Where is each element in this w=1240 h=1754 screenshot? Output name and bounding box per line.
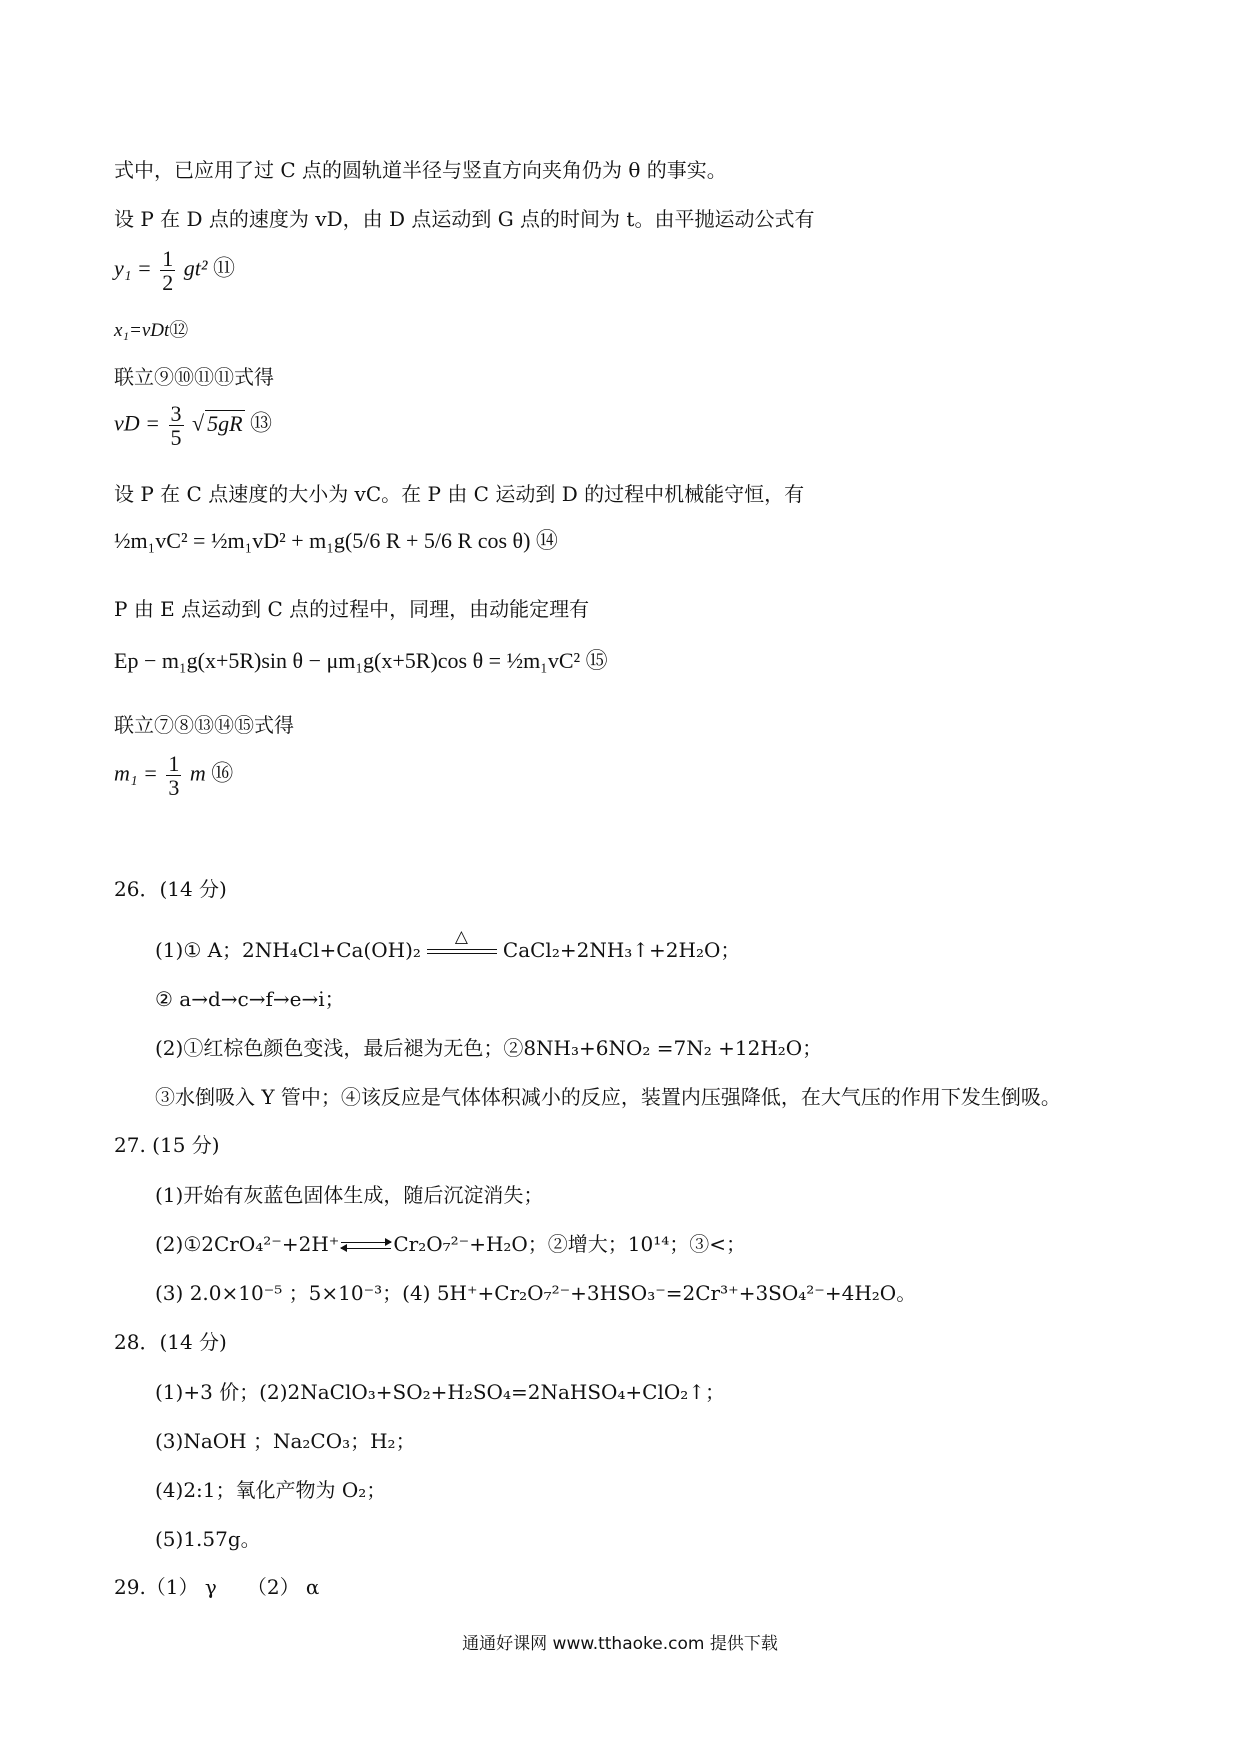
denominator: 2 [162, 270, 174, 296]
q26-answer-3: (2)①红棕色颜色变浅，最后褪为无色；②8NH₃+6NO₂ =7N₂ +12H₂O； [155, 1036, 823, 1060]
question-28-header: 28．(14 分) [114, 1330, 227, 1354]
q26-answer-2: ② a→d→c→f→e→i； [155, 987, 345, 1011]
reversible-arrow-icon [341, 1241, 391, 1251]
text-line: P 由 E 点运动到 C 点的过程中，同理，由动能定理有 [114, 597, 590, 621]
question-29: 29.（1） γ （2） α [114, 1575, 320, 1599]
equation-15 [114, 648, 608, 674]
eq-mark: ⑪ [212, 255, 235, 281]
equation-12 [114, 320, 188, 343]
q27-answer-1: (1)开始有灰蓝色固体生成，随后沉淀消失； [155, 1183, 544, 1207]
denominator: 3 [168, 775, 180, 801]
eq-text: ½m₁vC² = ½m₁vD² + m₁g(5/6 R + 5/6 R cos θ) [114, 528, 531, 553]
reaction-reactants: (2)①2CrO₄²⁻+2H⁺ [155, 1232, 340, 1256]
eq-rhs: m [189, 760, 206, 786]
eq-lhs: y₁ = [114, 255, 152, 281]
text-line: 设 P 在 D 点的速度为 vD，由 D 点运动到 G 点的时间为 t。由平抛运动公式有 [114, 207, 815, 231]
eq-mark: ⑭ [535, 528, 558, 553]
eq-mark: ⑫ [169, 320, 189, 341]
sqrt-body: 5gR [207, 410, 243, 436]
eq-mark: ⑬ [250, 410, 273, 436]
equation-13 [114, 402, 272, 449]
text-line: 式中，已应用了过 C 点的圆轨道半径与竖直方向夹角仍为 θ 的事实。 [114, 158, 727, 182]
numerator: 1 [168, 751, 180, 776]
text-line: 联立⑦⑧⑬⑭⑮式得 [114, 713, 294, 737]
q26-answer-1 [155, 927, 741, 962]
eq-text: x₁=vDt [114, 320, 170, 341]
q27-answer-2 [155, 1232, 746, 1256]
page-footer: 通通好课网 www.tthaoke.com 提供下载 [462, 1634, 778, 1654]
q26-answer-4: ③水倒吸入 Y 管中；④该反应是气体体积减小的反应，装置内压强降低，在大气压的作用下发生倒吸。 [155, 1085, 1061, 1109]
eq-mark: ⑮ [585, 648, 608, 673]
denominator: 5 [170, 425, 182, 451]
q28-answer-1: (1)+3 价；(2)2NaClO₃+SO₂+H₂SO₄=2NaHSO₄+ClO₂↑； [155, 1380, 726, 1404]
eq-mark: ⑯ [211, 760, 234, 786]
eq-lhs: vD = [114, 410, 160, 436]
q28-answer-3: (4)2:1；氧化产物为 O₂； [155, 1478, 387, 1502]
heat-triangle-icon: △ [454, 927, 468, 947]
fraction [160, 247, 175, 294]
numerator: 3 [170, 401, 182, 426]
question-26-header: 26．(14 分) [114, 877, 227, 901]
text-line: 设 P 在 C 点速度的大小为 vC。在 P 由 C 运动到 D 的过程中机械能守恒，有 [114, 482, 805, 506]
eq-lhs: m₁ = [114, 760, 158, 786]
numerator: 1 [162, 246, 174, 271]
q27-answer-3: (3) 2.0×10⁻⁵ ；5×10⁻³；(4) 5H⁺+Cr₂O₇²⁻+3HSO₃⁻=2Cr³⁺+3SO₄²⁻+4H₂O。 [155, 1281, 917, 1305]
fraction [169, 402, 184, 449]
fraction [166, 752, 181, 799]
q28-answer-2: (3)NaOH ；Na₂CO₃；H₂； [155, 1429, 416, 1453]
q28-answer-4: (5)1.57g。 [155, 1527, 261, 1551]
equation-14 [114, 528, 558, 554]
reaction-products: CaCl₂+2NH₃↑+2H₂O； [502, 938, 741, 962]
sqrt-sign: √ [192, 410, 205, 436]
text-line: 联立⑨⑩⑪⑪式得 [114, 365, 274, 389]
question-27-header: 27. (15 分) [114, 1133, 220, 1157]
heat-equilibrium-sign [427, 927, 497, 954]
reaction-products: Cr₂O₇²⁻+H₂O；②增大；10¹⁴；③<； [393, 1232, 747, 1256]
reaction-reactants: (1)① A；2NH₄Cl+Ca(OH)₂ [155, 938, 421, 962]
equation-11 [114, 247, 235, 294]
equation-16 [114, 752, 233, 799]
eq-text: Ep − m₁g(x+5R)sin θ − μm₁g(x+5R)cos θ = ½m₁vC² [114, 648, 581, 673]
eq-rhs: gt² [183, 255, 208, 281]
